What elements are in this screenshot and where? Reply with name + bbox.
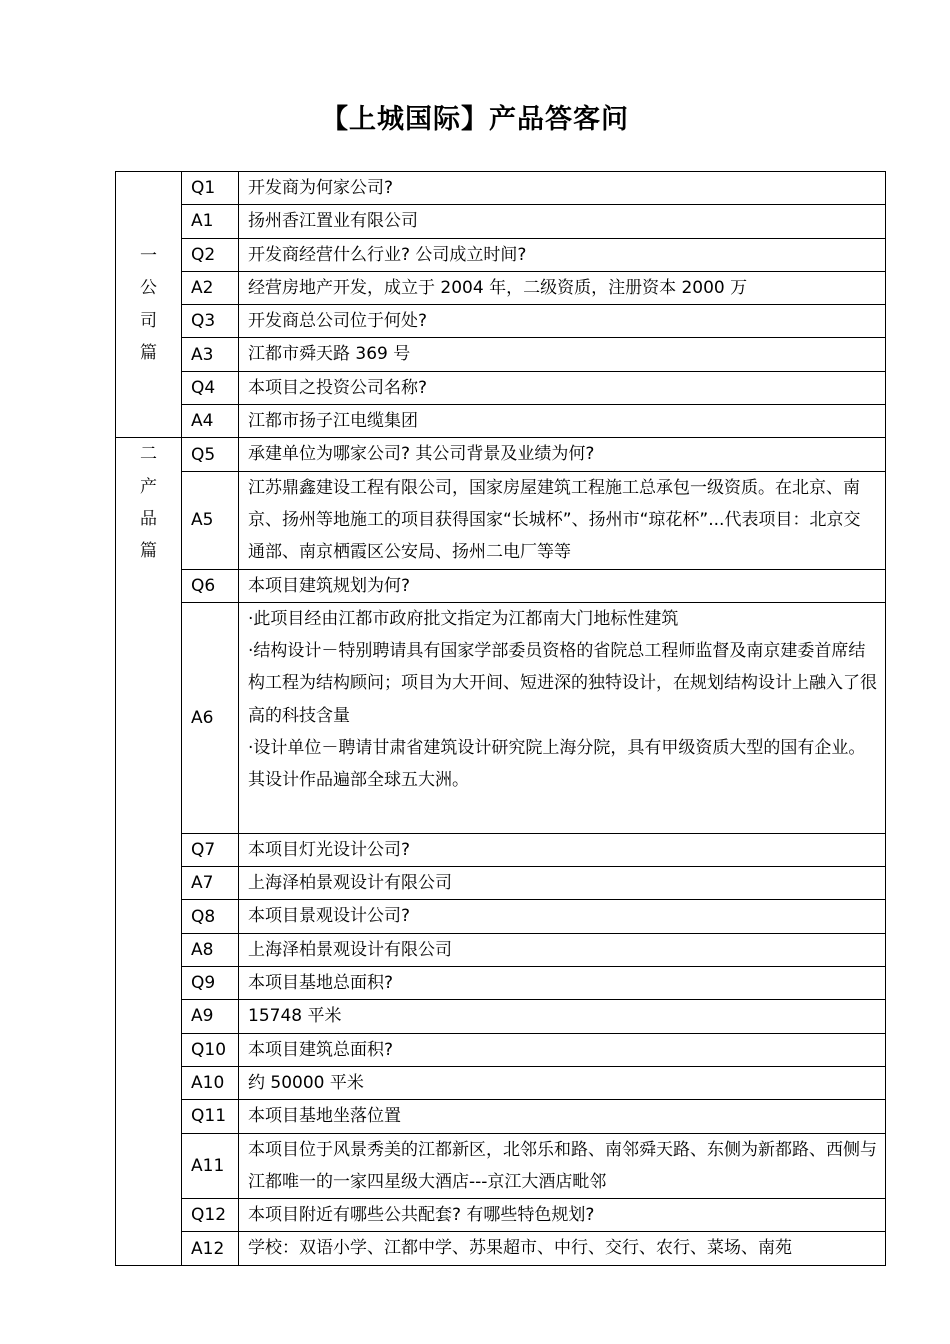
section-heading-product	[116, 438, 182, 1265]
row-label: A12	[182, 1232, 239, 1265]
row-label: A5	[182, 471, 239, 569]
row-text: 上海泽柏景观设计有限公司	[239, 867, 886, 900]
row-label: Q6	[182, 569, 239, 602]
table-row	[116, 833, 886, 866]
table-row	[116, 1066, 886, 1099]
row-label: A7	[182, 867, 239, 900]
table-row	[116, 305, 886, 338]
bullet-item: ·结构设计－特别聘请具有国家学部委员资格的省院总工程师监督及南京建委首席结构工程为结构顾问；项目为大开间、短进深的独特设计，在规划结构设计上融入了很高的科技含量	[248, 641, 877, 726]
row-label: Q7	[182, 833, 239, 866]
row-text: 本项目之投资公司名称?	[239, 371, 886, 404]
table-row	[116, 1232, 886, 1265]
table-row	[116, 1033, 886, 1066]
row-label: A11	[182, 1133, 239, 1199]
row-text: 本项目基地总面积?	[239, 967, 886, 1000]
row-label: A3	[182, 338, 239, 371]
table-row	[116, 438, 886, 471]
row-label: A8	[182, 933, 239, 966]
row-text: 15748 平米	[239, 1000, 886, 1033]
row-label: A4	[182, 405, 239, 438]
row-text: 上海泽柏景观设计有限公司	[239, 933, 886, 966]
table-row	[116, 1199, 886, 1232]
row-text	[239, 602, 886, 833]
table-row	[116, 602, 886, 833]
row-label: A6	[182, 602, 239, 833]
row-text: 承建单位为哪家公司? 其公司背景及业绩为何?	[239, 438, 886, 471]
row-label: Q2	[182, 238, 239, 271]
table-row	[116, 405, 886, 438]
row-label: Q8	[182, 900, 239, 933]
row-label: Q12	[182, 1199, 239, 1232]
table-row	[116, 569, 886, 602]
row-label: Q1	[182, 172, 239, 205]
page-title: 【上城国际】产品答客问	[321, 104, 629, 135]
table-row	[116, 471, 886, 569]
section-heading-char: 司	[140, 310, 157, 331]
table-row	[116, 172, 886, 205]
row-label: A10	[182, 1066, 239, 1099]
bullet-item: ·此项目经由江都市政府批文指定为江都南大门地标性建筑	[248, 608, 679, 629]
row-text: 江都市扬子江电缆集团	[239, 405, 886, 438]
row-text: 江苏鼎鑫建设工程有限公司，国家房屋建筑工程施工总承包一级资质。在北京、南京、扬州等地施工的项目获得国家“长城杯”、扬州市“琼花杯”...代表项目：北京交通部、南京栖霞区公安局、扬州二电厂等等	[239, 471, 886, 569]
row-text: 开发商经营什么行业? 公司成立时间?	[239, 238, 886, 271]
table-row	[116, 271, 886, 304]
row-text: 本项目灯光设计公司?	[239, 833, 886, 866]
row-label: Q9	[182, 967, 239, 1000]
row-text: 本项目景观设计公司?	[239, 900, 886, 933]
table-row	[116, 900, 886, 933]
row-label: Q11	[182, 1100, 239, 1133]
row-label: Q4	[182, 371, 239, 404]
row-label: A9	[182, 1000, 239, 1033]
section-heading-char: 篇	[140, 342, 157, 363]
section-heading-company	[116, 172, 182, 438]
table-row	[116, 1100, 886, 1133]
row-label: Q3	[182, 305, 239, 338]
table-row	[116, 205, 886, 238]
row-text: 学校：双语小学、江都中学、苏果超市、中行、交行、农行、菜场、南苑	[239, 1232, 886, 1265]
table-row	[116, 1000, 886, 1033]
row-label: A2	[182, 271, 239, 304]
row-label: A1	[182, 205, 239, 238]
row-text: 本项目附近有哪些公共配套? 有哪些特色规划?	[239, 1199, 886, 1232]
row-text: 江都市舜天路 369 号	[239, 338, 886, 371]
bullet-item: ·设计单位－聘请甘肃省建筑设计研究院上海分院，具有甲级资质大型的国有企业。其设计作品遍部全球五大洲。	[248, 738, 866, 791]
row-text: 本项目基地坐落位置	[239, 1100, 886, 1133]
row-text: 本项目位于风景秀美的江都新区，北邻乐和路、南邻舜天路、东侧为新都路、西侧与江都唯一的一家四星级大酒店---京江大酒店毗邻	[239, 1133, 886, 1199]
section-heading-char: 二	[140, 444, 157, 465]
section-heading-char: 公	[140, 278, 157, 299]
table-row	[116, 238, 886, 271]
section-heading-char: 产	[140, 476, 157, 497]
row-text: 开发商为何家公司?	[239, 172, 886, 205]
table-row	[116, 338, 886, 371]
table-row	[116, 1133, 886, 1199]
row-label: Q10	[182, 1033, 239, 1066]
row-text: 开发商总公司位于何处?	[239, 305, 886, 338]
section-heading-char: 一	[140, 246, 157, 267]
row-text: 本项目建筑总面积?	[239, 1033, 886, 1066]
table-row	[116, 967, 886, 1000]
row-text: 约 50000 平米	[239, 1066, 886, 1099]
table-row	[116, 933, 886, 966]
section-heading-char: 品	[140, 508, 157, 529]
table-row	[116, 371, 886, 404]
row-label: Q5	[182, 438, 239, 471]
row-text: 经营房地产开发，成立于 2004 年，二级资质，注册资本 2000 万	[239, 271, 886, 304]
table-row	[116, 867, 886, 900]
row-text: 扬州香江置业有限公司	[239, 205, 886, 238]
row-text: 本项目建筑规划为何?	[239, 569, 886, 602]
section-heading-char: 篇	[140, 541, 157, 562]
qa-table	[115, 171, 886, 1266]
